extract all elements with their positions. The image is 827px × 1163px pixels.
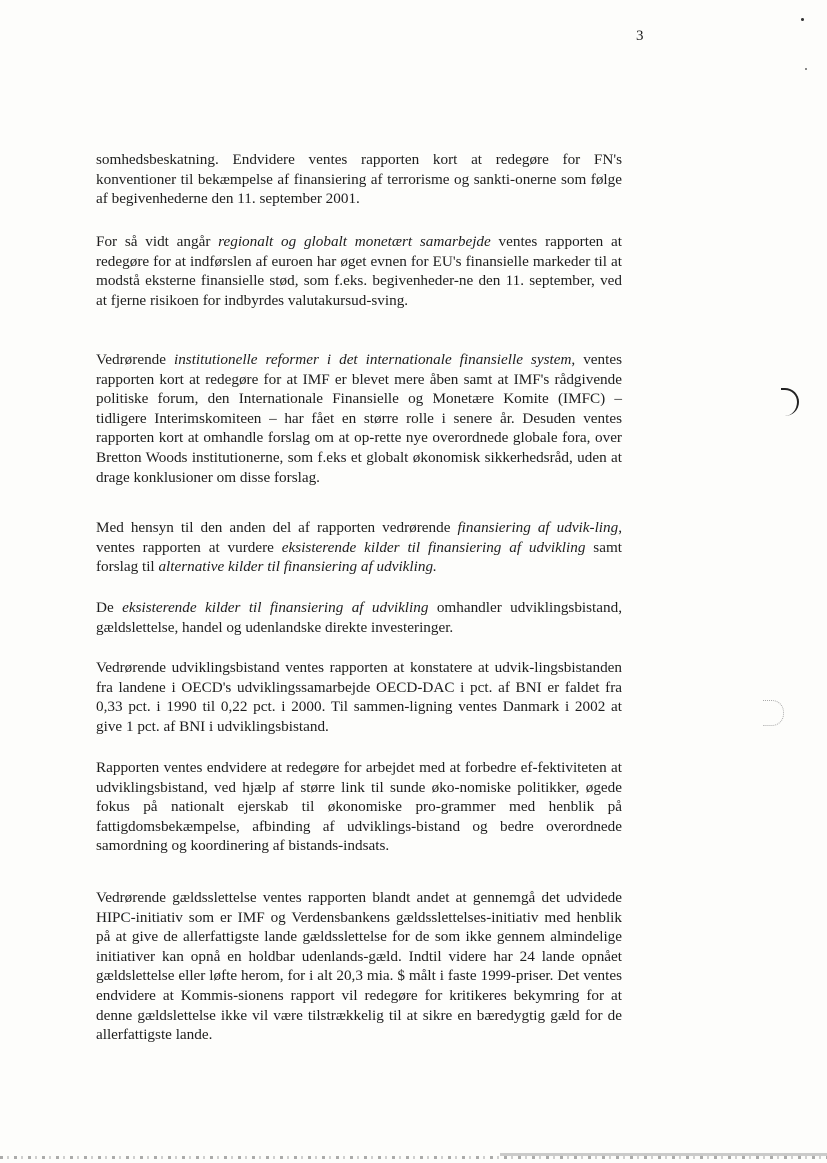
scan-edge-artifact: [500, 1153, 827, 1156]
paragraph-p4: [96, 518, 622, 577]
italic-phrase: alternative kilder til finansiering af udvikling.: [158, 558, 437, 576]
paragraph-p7: [96, 758, 622, 856]
paragraph-p6: [96, 658, 622, 736]
text-run: omhandler udviklingsbistand, gældslettelse, handel og udenlandske direkte investeringer.: [96, 599, 622, 636]
italic-phrase: institutionelle reformer i det internationale finansielle system: [173, 351, 572, 368]
text-run: Vedrørende: [96, 351, 174, 368]
text-run: Med hensyn til den anden del af rapporten vedrørende: [96, 519, 458, 536]
text-run: somhedsbeskatning. Endvidere ventes rapporten kort at redegøre for FN's konventioner til bekæmpelse af finansiering af terrorisme og sankti-onerne som følge af begivenhederne den 11. september 2001.: [96, 151, 622, 208]
text-run: Rapporten ventes endvidere at redegøre for arbejdet med at forbedre ef-fektiviteten at udviklingsbistand, ved hjælp af større link til sunde øko-nomiske politikker, øgede fokus på nationalt ejerskab til økonomiske pro-grammer med henblik på fattigdomsbekæmpelse, afbinding af udviklings-bistand og bedre overordnede samordning og koordinering af bistands-indsats.: [96, 759, 622, 855]
text-run: For så vidt angår: [96, 233, 219, 250]
scan-edge-artifact: [0, 1156, 827, 1159]
text-run: De: [96, 599, 123, 616]
italic-phrase: regionalt og globalt monetært samarbejde: [218, 233, 491, 250]
paragraph-p8: [96, 888, 622, 1045]
punch-hole-mark: [781, 388, 799, 416]
paragraph-p5: [96, 598, 622, 637]
italic-phrase: finansiering af udvik-ling: [457, 519, 619, 536]
punch-hole-mark: [763, 700, 784, 726]
italic-phrase: eksisterende kilder til finansiering af udvikling: [281, 538, 586, 556]
paragraph-p3: [96, 350, 622, 487]
page-number: 3: [636, 28, 644, 44]
paragraph-p2: [96, 232, 622, 310]
text-run: , ventes rapporten at vurdere: [96, 519, 622, 556]
text-run: ventes rapporten at redegøre for at indførslen af euroen har øget evnen for EU's finansielle markeder til at modstå eksterne finansielle stød, som f.eks. begivenheder-ne den 11. september, ved at fjerne risikoen for indbyrdes valutakursud-sving.: [96, 233, 622, 309]
text-run: Vedrørende gældsslettelse ventes rapporten blandt andet at gennemgå det udvidede HIPC-initiativ som er IMF og Verdensbankens gældsslettelses-initiativ med henblik på at give de allerfattigste lande gældsslettelse for de som ikke gennem almindelige initiativer kan opnå en holdbar udenlands-gæld. Indtil videre har 24 lande opnået gældslettelse eller løfte herom, for i alt 20,3 mia. $ målt i faste 1999-priser. Det ventes endvidere at Kommis-sionens rapport vil redegøre for kritikeres bekymring for at denne gældslettelse ikke vil være tilstrækkelig til at sikre en bæredygtig gæld for de allerfattigste lande.: [96, 889, 622, 1044]
italic-phrase: eksisterende kilder til finansiering af udvikling: [122, 599, 429, 616]
text-run: Vedrørende udviklingsbistand ventes rapporten at konstatere at udvik-lingsbistanden fra landene i OECD's udviklingssamarbejde OECD-DAC i pct. af BNI er faldet fra 0,33 pct. i 1990 til 0,22 pct. i 2000. Til sammen-ligning ventes Danmark i 2002 at give 1 pct. af BNI i udviklingsbistand.: [96, 659, 622, 735]
scan-speck: [801, 18, 804, 21]
text-run: , ventes rapporten kort at redegøre for at IMF er blevet mere åben samt at IMF's rådgivende politiske forum, den Internationale Finansielle og Monetære Komite (IMFC) – tidligere Interimskomiteen – har fået en større rolle i senere år. Desuden ventes rapporten kort at omhandle forslag om at op-rette nye overordnede globale fora, over Bretton Woods institutionerne, som f.eks et globalt økonomisk sikkerhedsråd, uden at drage konklusioner om disse forslag.: [96, 351, 622, 486]
paragraph-p1: [96, 150, 622, 209]
scan-speck: [805, 68, 807, 70]
text-run: samt forslag til: [96, 538, 622, 576]
